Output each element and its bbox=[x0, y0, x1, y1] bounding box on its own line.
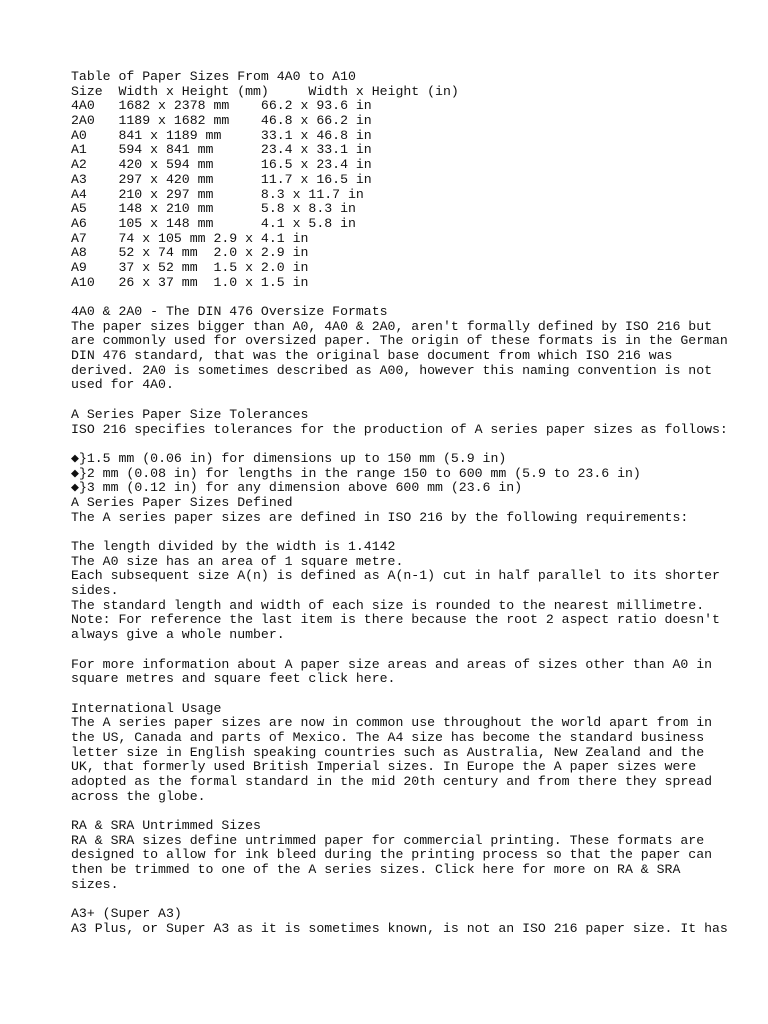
text-line: A3+ (Super A3) bbox=[71, 907, 182, 922]
blank-line bbox=[71, 393, 768, 408]
text-line: A Series Paper Size Tolerances bbox=[71, 407, 309, 422]
text-line: A10 26 x 37 mm 1.0 x 1.5 in bbox=[71, 275, 309, 290]
text-line: square metres and square feet click here. bbox=[71, 672, 396, 687]
text-line: Each subsequent size A(n) is defined as A(n-1) cut in half parallel to its shorter bbox=[71, 569, 720, 584]
text-line: DIN 476 standard, that was the original base document from which ISO 216 was bbox=[71, 349, 673, 364]
text-line: International Usage bbox=[71, 701, 222, 716]
text-line: Size Width x Height (mm) Width x Height (in) bbox=[71, 84, 459, 99]
text-line: 4A0 & 2A0 - The DIN 476 Oversize Formats bbox=[71, 305, 388, 319]
text-line: Note: For reference the last item is there because the root 2 aspect ratio doesn't bbox=[71, 613, 720, 628]
text-line: across the globe. bbox=[71, 789, 206, 804]
text-line: sides. bbox=[71, 584, 119, 599]
blank-line bbox=[71, 525, 768, 540]
text-line: used for 4A0. bbox=[71, 378, 174, 393]
bullet-line: ◆}3 mm (0.12 in) for any dimension above 600 mm (23.6 in) bbox=[71, 481, 523, 496]
text-line: The A0 size has an area of 1 square metre. bbox=[71, 554, 404, 569]
text-line: A9 37 x 52 mm 1.5 x 2.0 in bbox=[71, 260, 309, 275]
text-line: always give a whole number. bbox=[71, 628, 285, 643]
blank-line bbox=[71, 437, 768, 452]
text-line: adopted as the formal standard in the mid 20th century and from there they spread bbox=[71, 775, 713, 789]
text-line: For more information about A paper size areas and areas of sizes other than A0 in bbox=[71, 657, 713, 672]
blank-line bbox=[71, 290, 768, 305]
bullet-line: ◆}1.5 mm (0.06 in) for dimensions up to 150 mm (5.9 in) bbox=[71, 451, 507, 466]
text-line: RA & SRA Untrimmed Sizes bbox=[71, 819, 261, 834]
text-line: sizes. bbox=[71, 877, 119, 892]
text-line: A3 297 x 420 mm 11.7 x 16.5 in bbox=[71, 172, 372, 187]
text-line: 2A0 1189 x 1682 mm 46.8 x 66.2 in bbox=[71, 114, 372, 129]
text-line: The paper sizes bigger than A0, 4A0 & 2A0, aren't formally defined by ISO 216 but bbox=[71, 319, 713, 334]
text-line: 4A0 1682 x 2378 mm 66.2 x 93.6 in bbox=[71, 99, 372, 114]
text-line: A Series Paper Sizes Defined bbox=[71, 495, 293, 510]
text-line: are commonly used for oversized paper. The origin of these formats is in the German bbox=[71, 334, 728, 349]
text-line: A7 74 x 105 mm 2.9 x 4.1 in bbox=[71, 231, 309, 246]
text-line: the US, Canada and parts of Mexico. The A4 size has become the standard business bbox=[71, 730, 705, 745]
text-line: The length divided by the width is 1.4142 bbox=[71, 540, 396, 554]
text-line: ISO 216 specifies tolerances for the production of A series paper sizes as follows: bbox=[71, 422, 728, 437]
blank-line bbox=[71, 804, 768, 819]
text-line: derived. 2A0 is sometimes described as A00, however this naming convention is not bbox=[71, 363, 713, 378]
text-line: UK, that formerly used British Imperial sizes. In Europe the A paper sizes were bbox=[71, 760, 697, 775]
text-line: A2 420 x 594 mm 16.5 x 23.4 in bbox=[71, 158, 372, 173]
text-line: The A series paper sizes are now in common use throughout the world apart from in bbox=[71, 716, 713, 731]
text-line: A0 841 x 1189 mm 33.1 x 46.8 in bbox=[71, 128, 372, 143]
text-line: letter size in English speaking countries such as Australia, New Zealand and the bbox=[71, 745, 705, 760]
text-line: then be trimmed to one of the A series sizes. Click here for more on RA & SRA bbox=[71, 863, 681, 878]
document-text-body bbox=[71, 70, 768, 937]
text-line: A1 594 x 841 mm 23.4 x 33.1 in bbox=[71, 143, 372, 158]
text-line: A3 Plus, or Super A3 as it is sometimes known, is not an ISO 216 paper size. It has bbox=[71, 921, 728, 936]
blank-line bbox=[71, 687, 768, 702]
text-line: RA & SRA sizes define untrimmed paper for commercial printing. These formats are bbox=[71, 833, 705, 848]
text-line: A6 105 x 148 mm 4.1 x 5.8 in bbox=[71, 216, 356, 231]
bullet-line: ◆}2 mm (0.08 in) for lengths in the range 150 to 600 mm (5.9 to 23.6 in) bbox=[71, 466, 641, 481]
text-line: The A series paper sizes are defined in ISO 216 by the following requirements: bbox=[71, 510, 689, 525]
text-line: A8 52 x 74 mm 2.0 x 2.9 in bbox=[71, 246, 309, 261]
text-line: A4 210 x 297 mm 8.3 x 11.7 in bbox=[71, 187, 364, 202]
text-line: Table of Paper Sizes From 4A0 to A10 bbox=[71, 70, 356, 84]
text-line: A5 148 x 210 mm 5.8 x 8.3 in bbox=[71, 202, 356, 217]
text-line: The standard length and width of each size is rounded to the nearest millimetre. bbox=[71, 598, 705, 613]
blank-line bbox=[71, 643, 768, 658]
text-line: designed to allow for ink bleed during the printing process so that the paper can bbox=[71, 848, 713, 863]
blank-line bbox=[71, 893, 768, 908]
